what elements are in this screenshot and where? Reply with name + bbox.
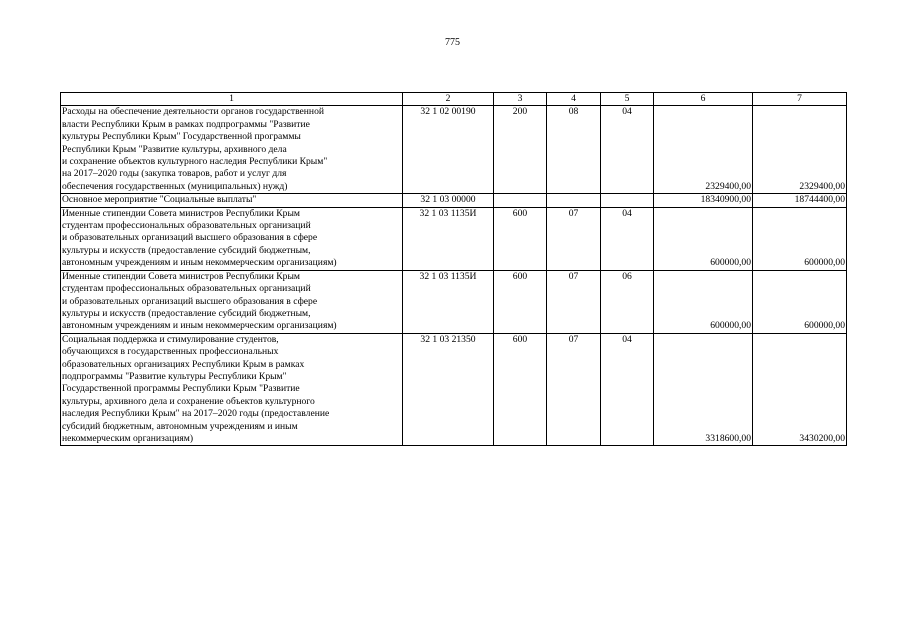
row-amount-1-cell: 600000,00 (654, 270, 753, 333)
row-expense-type-cell: 600 (494, 333, 547, 446)
row-amount-2-cell: 600000,00 (753, 207, 847, 270)
row-subsection-cell: 04 (601, 333, 654, 446)
row-code-cell: 32 1 02 00190 (403, 106, 494, 194)
row-subsection-cell (601, 194, 654, 207)
row-subsection-cell: 06 (601, 270, 654, 333)
row-section-cell (547, 194, 601, 207)
header-cell-3: 3 (494, 93, 547, 106)
row-amount-2-cell: 600000,00 (753, 270, 847, 333)
row-name-text: Социальная поддержка и стимулирование студентов, обучающихся в государственных профессиональных образовательных организациях Республики Крым в рамках подпрограммы "Развитие культуры Республики Крым" Государственной программы Республики Крым "Развитие культуры, архивного дела и сохранение объектов культурного наследия Республики Крым" на 2017–2020 годы (предоставление субсидий бюджетным, автономным учреждениям и иным некоммерческим организациям) (62, 333, 330, 444)
header-cell-2: 2 (403, 93, 494, 106)
table-row (61, 106, 847, 194)
row-expense-type-cell: 600 (494, 270, 547, 333)
row-name-cell (61, 333, 403, 446)
table-row (61, 270, 847, 333)
header-cell-6: 6 (654, 93, 753, 106)
row-name-cell (61, 270, 403, 333)
row-section-cell: 08 (547, 106, 601, 194)
row-amount-2-cell: 18744400,00 (753, 194, 847, 207)
row-subsection-cell: 04 (601, 207, 654, 270)
row-name-text: Именные стипендии Совета министров Республики Крым студентам профессиональных образовательных организаций и образовательных организаций высшего образования в сфере культуры и искусств (предоставление субсидий бюджетным, автономным учреждениям и иным некоммерческим организациям) (62, 207, 337, 269)
row-expense-type-cell: 200 (494, 106, 547, 194)
row-name-text: Основное мероприятие "Социальные выплаты" (62, 194, 257, 206)
header-cell-7: 7 (753, 93, 847, 106)
header-cell-5: 5 (601, 93, 654, 106)
row-amount-1-cell: 2329400,00 (654, 106, 753, 194)
row-amount-1-cell: 600000,00 (654, 207, 753, 270)
header-cell-1: 1 (61, 93, 403, 106)
row-expense-type-cell: 600 (494, 207, 547, 270)
page-number: 775 (445, 37, 460, 48)
row-name-text: Именные стипендии Совета министров Республики Крым студентам профессиональных образовательных организаций и образовательных организаций высшего образования в сфере культуры и искусств (предоставление субсидий бюджетным, автономным учреждениям и иным некоммерческим организациям) (62, 270, 337, 332)
row-name-cell (61, 207, 403, 270)
row-code-cell: 32 1 03 1135И (403, 270, 494, 333)
row-section-cell: 07 (547, 207, 601, 270)
table-row (61, 207, 847, 270)
table-row (61, 194, 847, 207)
row-expense-type-cell (494, 194, 547, 207)
row-section-cell: 07 (547, 333, 601, 446)
row-amount-2-cell: 3430200,00 (753, 333, 847, 446)
row-code-cell: 32 1 03 1135И (403, 207, 494, 270)
budget-table (60, 92, 847, 446)
row-code-cell: 32 1 03 21350 (403, 333, 494, 446)
row-name-text: Расходы на обеспечение деятельности органов государственной власти Республики Крым в рамках подпрограммы "Развитие культуры Республики Крым" Государственной программы Республики Крым "Развитие культуры, архивного дела и сохранение объектов культурного наследия Республики Крым" на 2017–2020 годы (закупка товаров, работ и услуг для обеспечения государственных (муниципальных) нужд) (62, 106, 328, 192)
row-amount-1-cell: 18340900,00 (654, 194, 753, 207)
row-name-cell (61, 106, 403, 194)
header-cell-4: 4 (547, 93, 601, 106)
row-code-cell: 32 1 03 00000 (403, 194, 494, 207)
row-amount-1-cell: 3318600,00 (654, 333, 753, 446)
row-amount-2-cell: 2329400,00 (753, 106, 847, 194)
table-header-row (61, 93, 847, 106)
row-name-cell (61, 194, 403, 207)
row-subsection-cell: 04 (601, 106, 654, 194)
table-row (61, 333, 847, 446)
row-section-cell: 07 (547, 270, 601, 333)
